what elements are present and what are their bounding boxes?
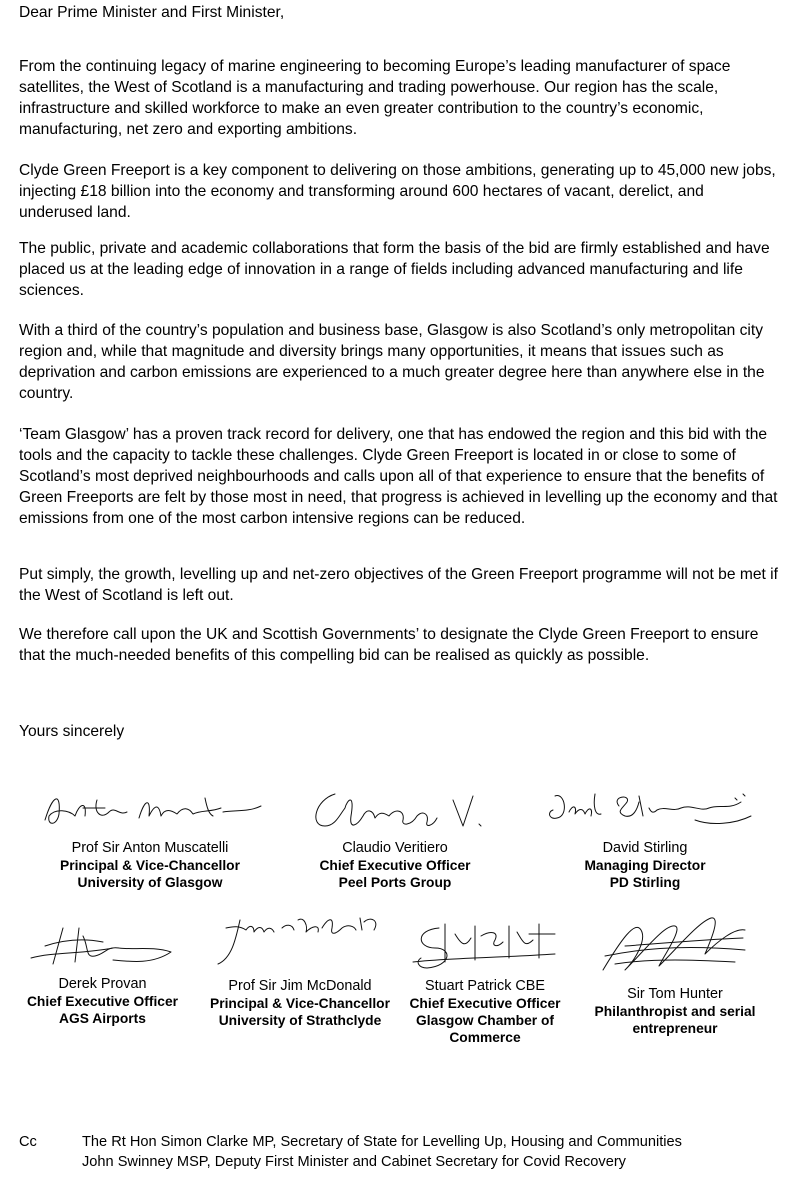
cc-recipient: The Rt Hon Simon Clarke MP, Secretary of State for Levelling Up, Housing and Communities xyxy=(82,1134,682,1150)
signatory-veritiero xyxy=(270,786,520,891)
signatory-title: Chief Executive Officer xyxy=(409,996,561,1011)
signatory-org: PD Stirling xyxy=(609,875,681,890)
signatory-org: Peel Ports Group xyxy=(338,875,452,890)
signatory-title: Principal & Vice-Chancellor xyxy=(210,996,390,1011)
signatory-patrick xyxy=(395,918,575,1046)
paragraph-7: We therefore call upon the UK and Scottish Governments’ to designate the Clyde Green Freeport to ensure that the much-needed benefits of this compelling bid can be realised as quickly as possible. xyxy=(19,626,759,664)
signatory-org: University of Glasgow xyxy=(77,875,223,890)
signature-image xyxy=(595,910,755,982)
signatory-org: University of Strathclyde xyxy=(218,1013,382,1028)
signature-image xyxy=(210,908,390,974)
signatory-name: Sir Tom Hunter xyxy=(627,986,723,1002)
paragraph-5: ‘Team Glasgow’ has a proven track record for delivery, one that has endowed the region and this bid with the tools and the capacity to tackle these challenges. Clyde Green Freeport is located in or close to some of Scotland’s most deprived neighbourhoods and calls upon all of that experience to ensure that the benefits of Green Freeports are felt by those most in need, that progress is achieved in levelling up the economy and that emissions from one of the most carbon intensive regions can be reduced. xyxy=(19,426,778,527)
signatory-name: David Stirling xyxy=(602,840,688,856)
paragraph-2: Clyde Green Freeport is a key component to delivering on those ambitions, generating up to 45,000 new jobs, injecting £18 billion into the economy and transforming around 600 hectares of vacant, derelict, and underused land. xyxy=(19,162,776,221)
signature-image xyxy=(23,918,183,972)
salutation: Dear Prime Minister and First Minister, xyxy=(19,4,285,21)
paragraph-3: The public, private and academic collaborations that form the basis of the bid are firmly established and have placed us at the leading edge of innovation in a range of fields including advanced manufacturing and life sciences. xyxy=(19,240,770,299)
cc-recipients xyxy=(82,1132,782,1172)
paragraph-6: Put simply, the growth, levelling up and net-zero objectives of the Green Freeport programme will not be met if the West of Scotland is left out. xyxy=(19,566,778,604)
signatory-stirling xyxy=(520,786,770,891)
closing: Yours sincerely xyxy=(19,723,125,740)
signatory-name: Prof Sir Anton Muscatelli xyxy=(71,840,229,856)
signatory-name: Derek Provan xyxy=(58,976,147,992)
signatory-muscatelli xyxy=(20,786,280,891)
signature-image xyxy=(35,786,265,836)
signatory-title: Principal & Vice-Chancellor xyxy=(60,858,240,873)
signatory-org: AGS Airports xyxy=(59,1011,146,1026)
paragraph-1: From the continuing legacy of marine engineering to becoming Europe’s leading manufacturer of space satellites, the West of Scotland is a manufacturing and trading powerhouse. Our region has the scale, infrastructure and skilled workforce to make an even greater contribution to the country’s economic, manufacturing, net zero and exporting ambitions. xyxy=(19,58,731,138)
signature-image xyxy=(295,786,495,836)
paragraph-4: With a third of the country’s population and business base, Glasgow is also Scotland’s only metropolitan city region and, while that magnitude and diversity brings many opportunities, it means that issues such as deprivation and carbon emissions are experienced to a much greater degree here than anywhere else in the country. xyxy=(19,322,765,402)
signature-image xyxy=(405,918,565,974)
signatory-provan xyxy=(10,918,195,1027)
signature-image xyxy=(535,786,755,836)
signatory-name: Prof Sir Jim McDonald xyxy=(228,978,372,994)
signatory-name: Stuart Patrick CBE xyxy=(425,978,545,994)
signatory-hunter xyxy=(575,910,775,1037)
signatory-title: Chief Executive Officer xyxy=(26,994,179,1009)
signatory-org: Glasgow Chamber of Commerce xyxy=(416,1013,554,1045)
cc-recipient: John Swinney MSP, Deputy First Minister and Cabinet Secretary for Covid Recovery xyxy=(82,1154,626,1170)
signatory-mcdonald xyxy=(195,908,405,1029)
signatory-title: Managing Director xyxy=(584,858,706,873)
cc-label: Cc xyxy=(19,1134,37,1150)
signatory-title: Philanthropist and serial entrepreneur xyxy=(594,1004,756,1036)
signatory-title: Chief Executive Officer xyxy=(319,858,471,873)
signatory-name: Claudio Veritiero xyxy=(342,840,448,856)
